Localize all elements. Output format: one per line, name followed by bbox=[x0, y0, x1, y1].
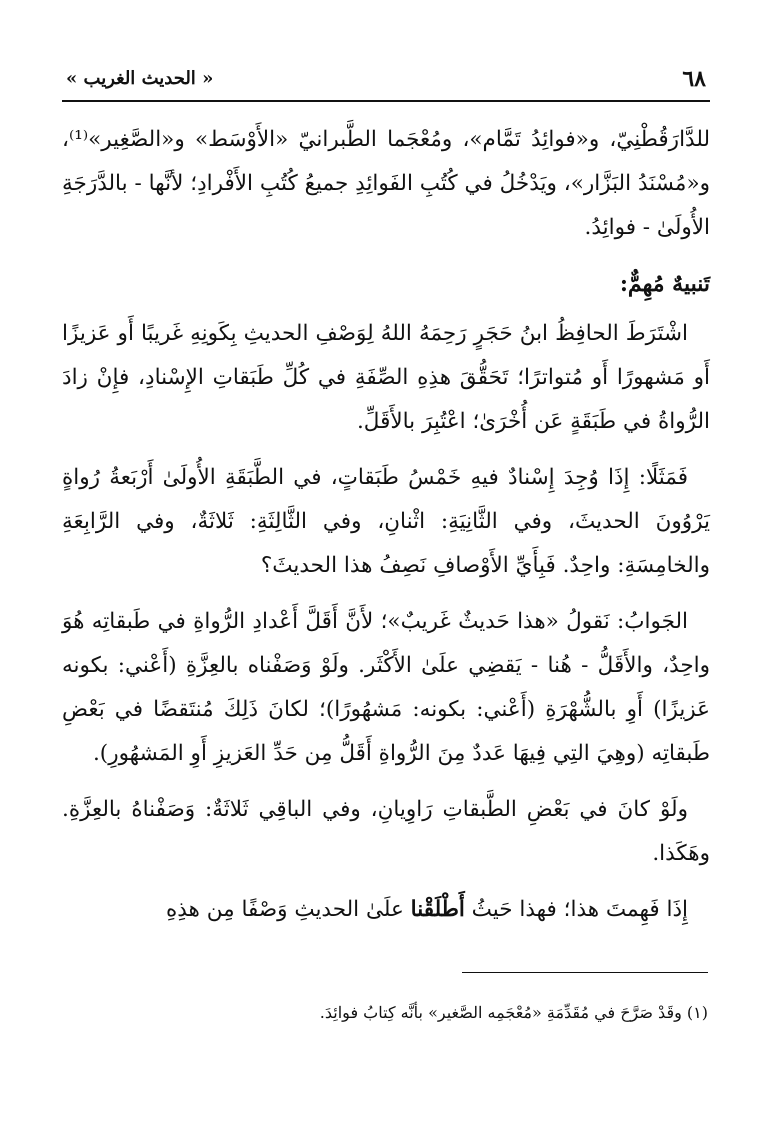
paragraph-6-bold: أَطْلَقْنا bbox=[410, 897, 465, 922]
footnote-divider bbox=[462, 972, 708, 973]
paragraph-3: فَمَثَلًا: إِذَا وُجِدَ إِسْنادٌ فيهِ خَمْسُ طَبَقاتٍ، في الطَّبَقَةِ الأُولَىٰ أَرْبَعةُ رُواةٍ يَرْوُونَ الحديثَ، وفي الثَّانِيَةِ: اثْنانِ، وفي الثَّالِثَةِ: ثَلاثَةٌ، وفي الرَّابِعَةِ والخامِسَةِ: واحِدٌ. فَبِأَيِّ الأَوْصافِ نَصِفُ هذا الحديثَ؟ bbox=[62, 465, 710, 578]
paragraph-2: اشْتَرَطَ الحافِظُ ابنُ حَجَرٍ رَحِمَهُ اللهُ لِوَصْفِ الحديثِ بِكَونِهِ غَريبًا أَو عَزيزًا أَو مَشهورًا أَو مُتواترًا؛ تَحَقُّقَ هذِهِ الصِّفَةِ في كُلِّ طَبَقاتِ الإِسْنادِ، فإِنْ زادَ الرُّواةُ في طَبَقَةٍ عَن أُخْرَىٰ؛ اعْتُبِرَ بالأَقَلِّ. bbox=[62, 321, 710, 434]
page-number: ٦٨ bbox=[682, 66, 706, 92]
footnote: (١) وقَدْ صَرَّحَ في مُقَدِّمَةِ «مُعْجَمِه الصَّغير» بأنَّه كِتابُ فوائِدَ. bbox=[319, 1003, 708, 1022]
paragraph-6-end: علَىٰ الحديثِ وَصْفًا مِن هذِهِ bbox=[166, 897, 404, 922]
running-title: « الحديث الغريب » bbox=[66, 68, 214, 89]
page-header bbox=[62, 62, 710, 102]
paragraph-1: للدَّارَقُطْنِيّ، و«فوائِدُ تَمَّام»، ومُعْجَما الطَّبرانيّ «الأَوْسَط» و«الصَّغِير»⁽¹⁾، و«مُسْنَدُ البَزَّار»، ويَدْخُلُ في كُتُبِ الفَوائِدِ جميعُ كُتُبِ الأَفْرادِ؛ لأنَّها - بالدَّرَجَةِ الأُولَىٰ - فوائِدُ. bbox=[62, 127, 710, 240]
section-heading: تَنبيهٌ مُهِمٌّ: bbox=[619, 271, 710, 297]
paragraph-5: ولَوْ كانَ في بَعْضِ الطَّبقاتِ رَاوِيانِ، وفي الباقِي ثَلاثَةٌ: وَصَفْناهُ بالعِزَّةِ. وهَكَذا. bbox=[62, 797, 710, 866]
paragraph-6 bbox=[62, 888, 710, 932]
page-body bbox=[62, 118, 710, 944]
paragraph-6-start: إِذَا فَهِمتَ هذا؛ فهذا حَيثُ bbox=[471, 897, 688, 922]
paragraph-4: الجَوابُ: نَقولُ «هذا حَديثٌ غَريبٌ»؛ لأَنَّ أَقَلَّ أَعْدادِ الرُّواةِ في طَبقاتِه هُوَ واحِدٌ، والأَقَلُّ - هُنا - يَقضِي علَىٰ الأَكْثَر. ولَوْ وَصَفْناه بالعِزَّةِ (أَعْني: بكونه عَزيزًا) أَوِ بالشُّهْرَةِ (أَعْني: بكونه: مَشهُورًا)؛ لكانَ ذَلِكَ مُنتَقضًا في بَعْضِ طَبقاتِه (وهِيَ التِي فِيهَا عَددٌ مِنَ الرُّواةِ أَقَلُّ مِن حَدِّ العَزيزِ أَوِ المَشهُورِ). bbox=[62, 609, 710, 766]
